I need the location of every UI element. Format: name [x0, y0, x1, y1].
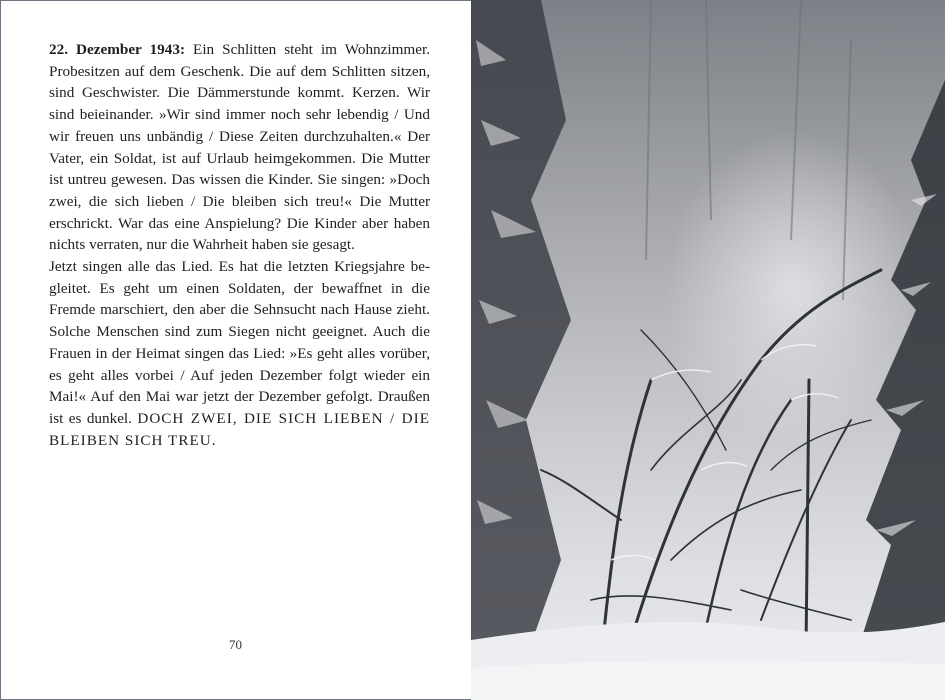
caps-line: DOCH ZWEI, DIE SICH LIEBEN / DIE BLEIBEN SICH TREU.: [49, 409, 430, 449]
text-block: [49, 39, 430, 451]
right-page-photo: [471, 0, 945, 700]
date-heading: 22. Dezember 1943:: [49, 41, 185, 58]
paragraph-2: [49, 256, 430, 451]
snow-forest-image: [471, 0, 945, 700]
page-number: 70: [229, 637, 242, 652]
left-page: [0, 0, 471, 700]
paragraph-1-text: Ein Schlitten steht im Wohnzimmer. Probesitzen auf dem Geschenk. Die auf dem Schlitten sitzen, sind Geschwister. Die Dämmerstunde kommt. Kerzen. Wir sind beieinander. »Wir sind immer noch sehr lebendig / Und wir freuen uns unbändig / Diese Zeiten durchzuhalten.« Der Vater, ein Soldat, ist auf Urlaub heimgekommen. Die Mutter ist untreu gewesen. Das wissen die Kinder. Sie singen: »Doch zwei, die sich lieben / Die bleiben sich treu!« Die Mutter erschrickt. War das eine Anspielung? Die Kinder aber haben nichts verraten, nur die Wahrheit haben sie gesagt.: [49, 41, 430, 254]
paragraph-1: [49, 39, 430, 256]
paragraph-2-text: Jetzt singen alle das Lied. Es hat die letzten Kriegsjahre begleitet. Es geht um einen Soldaten, der bewaffnet in die Fremde marschiert, den aber die Sehnsucht nach Hause zieht. Solche Menschen sind zum Siegen nicht geeignet. Auch die Frauen in der Heimat singen das Lied: »Es geht alles vorüber, es geht alles vorbei / Auf jeden Dezember folgt wieder ein Mai!« Auf den Mai war jetzt der Dezember gefolgt. Draußen ist es dunkel.: [49, 258, 430, 427]
